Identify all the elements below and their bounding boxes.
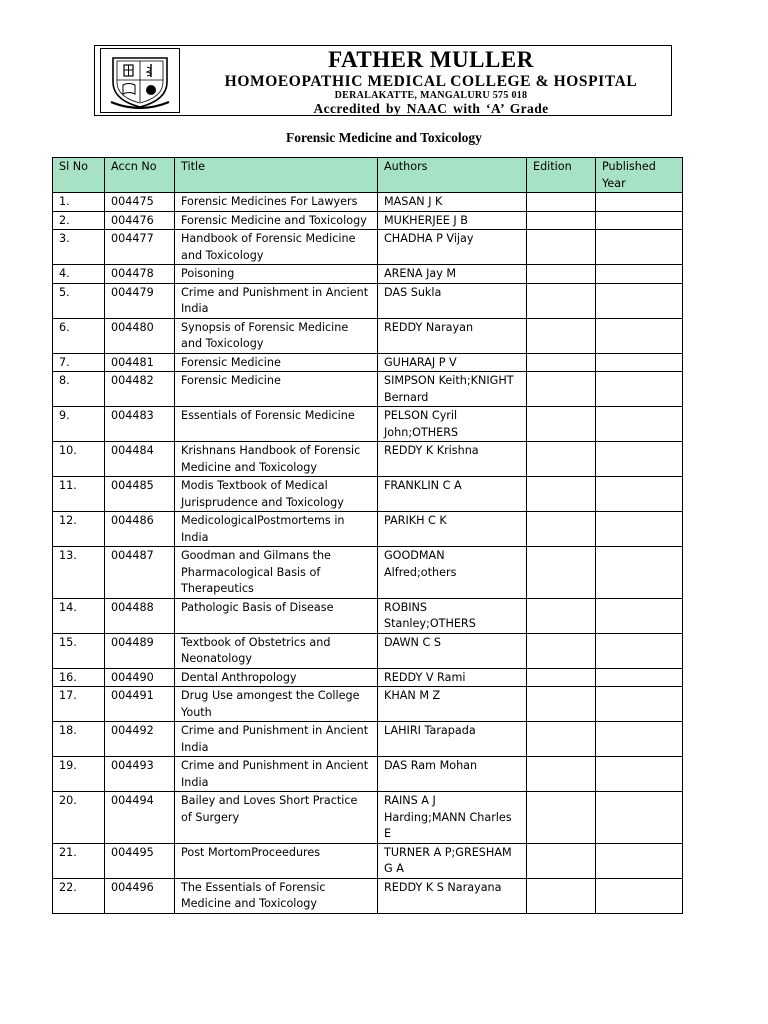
cell-authors: MASAN J K [378, 193, 527, 212]
table-row [53, 193, 683, 212]
table-row [53, 633, 683, 668]
cell-edition [527, 211, 596, 230]
table-row [53, 547, 683, 599]
cell-edition [527, 722, 596, 757]
cell-accn-no: 004479 [105, 283, 175, 318]
cell-published-year [596, 193, 683, 212]
cell-accn-no: 004478 [105, 265, 175, 284]
college-name: FATHER MULLER [328, 47, 534, 72]
cell-sl-no: 17. [53, 687, 105, 722]
cell-authors: RAINS A J Harding;MANN Charles E [378, 792, 527, 844]
cell-title: Handbook of Forensic Medicine and Toxicology [175, 230, 378, 265]
cell-edition [527, 792, 596, 844]
cell-accn-no: 004491 [105, 687, 175, 722]
cell-sl-no: 8. [53, 372, 105, 407]
cell-published-year [596, 211, 683, 230]
cell-accn-no: 004477 [105, 230, 175, 265]
cell-authors: CHADHA P Vijay [378, 230, 527, 265]
cell-title: Modis Textbook of Medical Jurisprudence and Toxicology [175, 477, 378, 512]
table-row [53, 353, 683, 372]
cell-published-year [596, 687, 683, 722]
column-header-authors: Authors [378, 158, 527, 193]
cell-authors: REDDY Narayan [378, 318, 527, 353]
cell-edition [527, 283, 596, 318]
table-row [53, 843, 683, 878]
table-row [53, 598, 683, 633]
cell-accn-no: 004492 [105, 722, 175, 757]
cell-edition [527, 318, 596, 353]
cell-edition [527, 353, 596, 372]
cell-edition [527, 477, 596, 512]
cell-published-year [596, 843, 683, 878]
cell-title: Poisoning [175, 265, 378, 284]
cell-title: Crime and Punishment in Ancient India [175, 722, 378, 757]
cell-edition [527, 407, 596, 442]
cell-sl-no: 22. [53, 878, 105, 913]
cell-sl-no: 3. [53, 230, 105, 265]
cell-sl-no: 19. [53, 757, 105, 792]
document-title: Forensic Medicine and Toxicology [286, 130, 482, 145]
cell-edition [527, 668, 596, 687]
column-header-title: Title [175, 158, 378, 193]
cell-authors: REDDY K Krishna [378, 442, 527, 477]
table-row [53, 668, 683, 687]
cell-authors: MUKHERJEE J B [378, 211, 527, 230]
college-accreditation: Accredited by NAAC with ‘A’ Grade [313, 101, 549, 116]
cell-sl-no: 6. [53, 318, 105, 353]
cell-sl-no: 1. [53, 193, 105, 212]
cell-published-year [596, 512, 683, 547]
college-subtitle: HOMOEOPATHIC MEDICAL COLLEGE & HOSPITAL [224, 73, 638, 90]
cell-authors: REDDY K S Narayana [378, 878, 527, 913]
cell-published-year [596, 442, 683, 477]
cell-accn-no: 004484 [105, 442, 175, 477]
cell-published-year [596, 598, 683, 633]
college-crest-icon [100, 48, 180, 113]
table-row [53, 230, 683, 265]
cell-accn-no: 004487 [105, 547, 175, 599]
cell-published-year [596, 547, 683, 599]
cell-accn-no: 004485 [105, 477, 175, 512]
cell-title: Synopsis of Forensic Medicine and Toxicology [175, 318, 378, 353]
cell-edition [527, 757, 596, 792]
cell-title: MedicologicalPostmortems in India [175, 512, 378, 547]
column-header-published-year: Published Year [596, 158, 683, 193]
cell-authors: PELSON Cyril John;OTHERS [378, 407, 527, 442]
cell-published-year [596, 265, 683, 284]
cell-published-year [596, 633, 683, 668]
cell-authors: SIMPSON Keith;KNIGHT Bernard [378, 372, 527, 407]
cell-sl-no: 9. [53, 407, 105, 442]
table-header-row [53, 158, 683, 193]
cell-authors: KHAN M Z [378, 687, 527, 722]
cell-edition [527, 512, 596, 547]
cell-authors: TURNER A P;GRESHAM G A [378, 843, 527, 878]
cell-authors: ROBINS Stanley;OTHERS [378, 598, 527, 633]
cell-authors: PARIKH C K [378, 512, 527, 547]
cell-accn-no: 004481 [105, 353, 175, 372]
cell-published-year [596, 407, 683, 442]
cell-published-year [596, 230, 683, 265]
cell-authors: DAS Sukla [378, 283, 527, 318]
table-row [53, 512, 683, 547]
cell-sl-no: 14. [53, 598, 105, 633]
cell-title: Essentials of Forensic Medicine [175, 407, 378, 442]
college-address: DERALAKATTE, MANGALURU 575 018 [334, 90, 528, 101]
table-row [53, 792, 683, 844]
cell-sl-no: 16. [53, 668, 105, 687]
cell-authors: LAHIRI Tarapada [378, 722, 527, 757]
cell-edition [527, 843, 596, 878]
cell-sl-no: 10. [53, 442, 105, 477]
cell-accn-no: 004480 [105, 318, 175, 353]
cell-accn-no: 004490 [105, 668, 175, 687]
cell-authors: FRANKLIN C A [378, 477, 527, 512]
cell-authors: ARENA Jay M [378, 265, 527, 284]
cell-sl-no: 12. [53, 512, 105, 547]
cell-published-year [596, 477, 683, 512]
cell-published-year [596, 792, 683, 844]
cell-title: Crime and Punishment in Ancient India [175, 283, 378, 318]
cell-edition [527, 372, 596, 407]
cell-sl-no: 2. [53, 211, 105, 230]
cell-accn-no: 004486 [105, 512, 175, 547]
cell-title: The Essentials of Forensic Medicine and Toxicology [175, 878, 378, 913]
table-row [53, 318, 683, 353]
cell-published-year [596, 668, 683, 687]
cell-edition [527, 878, 596, 913]
cell-authors: GOODMAN Alfred;others [378, 547, 527, 599]
table-row [53, 265, 683, 284]
cell-title: Forensic Medicine and Toxicology [175, 211, 378, 230]
cell-published-year [596, 283, 683, 318]
column-header-edition: Edition [527, 158, 596, 193]
table-row [53, 722, 683, 757]
cell-authors: GUHARAJ P V [378, 353, 527, 372]
cell-title: Crime and Punishment in Ancient India [175, 757, 378, 792]
cell-published-year [596, 878, 683, 913]
cell-sl-no: 5. [53, 283, 105, 318]
cell-sl-no: 21. [53, 843, 105, 878]
cell-title: Post MortomProceedures [175, 843, 378, 878]
column-header-sl-no: Sl No [53, 158, 105, 193]
cell-edition [527, 230, 596, 265]
cell-title: Textbook of Obstetrics and Neonatology [175, 633, 378, 668]
cell-published-year [596, 722, 683, 757]
table-row [53, 211, 683, 230]
cell-title: Drug Use amongest the College Youth [175, 687, 378, 722]
cell-accn-no: 004489 [105, 633, 175, 668]
cell-title: Bailey and Loves Short Practice of Surgery [175, 792, 378, 844]
table-row [53, 372, 683, 407]
cell-accn-no: 004494 [105, 792, 175, 844]
cell-title: Forensic Medicines For Lawyers [175, 193, 378, 212]
cell-title: Krishnans Handbook of Forensic Medicine and Toxicology [175, 442, 378, 477]
cell-title: Forensic Medicine [175, 372, 378, 407]
cell-title: Dental Anthropology [175, 668, 378, 687]
cell-title: Pathologic Basis of Disease [175, 598, 378, 633]
cell-accn-no: 004483 [105, 407, 175, 442]
cell-authors: REDDY V Rami [378, 668, 527, 687]
table-row [53, 283, 683, 318]
cell-edition [527, 442, 596, 477]
cell-sl-no: 13. [53, 547, 105, 599]
cell-accn-no: 004488 [105, 598, 175, 633]
table-row [53, 757, 683, 792]
cell-sl-no: 11. [53, 477, 105, 512]
cell-accn-no: 004482 [105, 372, 175, 407]
cell-accn-no: 004475 [105, 193, 175, 212]
cell-edition [527, 547, 596, 599]
cell-edition [527, 193, 596, 212]
books-table [52, 157, 683, 914]
column-header-accn-no: Accn No [105, 158, 175, 193]
cell-published-year [596, 372, 683, 407]
table-row [53, 477, 683, 512]
cell-accn-no: 004495 [105, 843, 175, 878]
cell-sl-no: 15. [53, 633, 105, 668]
table-row [53, 442, 683, 477]
cell-published-year [596, 318, 683, 353]
table-row [53, 407, 683, 442]
cell-accn-no: 004493 [105, 757, 175, 792]
cell-edition [527, 265, 596, 284]
cell-sl-no: 4. [53, 265, 105, 284]
cell-sl-no: 20. [53, 792, 105, 844]
cell-accn-no: 004496 [105, 878, 175, 913]
crest-icon [105, 52, 175, 110]
cell-authors: DAWN C S [378, 633, 527, 668]
table-row [53, 687, 683, 722]
cell-published-year [596, 353, 683, 372]
cell-authors: DAS Ram Mohan [378, 757, 527, 792]
cell-published-year [596, 757, 683, 792]
cell-edition [527, 687, 596, 722]
cell-accn-no: 004476 [105, 211, 175, 230]
cell-edition [527, 598, 596, 633]
cell-title: Forensic Medicine [175, 353, 378, 372]
table-row [53, 878, 683, 913]
cell-sl-no: 7. [53, 353, 105, 372]
cell-sl-no: 18. [53, 722, 105, 757]
cell-edition [527, 633, 596, 668]
cell-title: Goodman and Gilmans the Pharmacological Basis of Therapeutics [175, 547, 378, 599]
